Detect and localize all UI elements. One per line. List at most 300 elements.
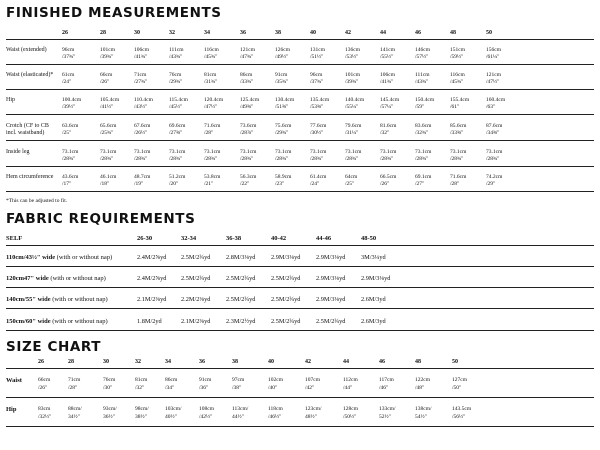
measurement-cm: 58.9cm [275, 174, 292, 180]
measurement-cm: 46.1cm [100, 174, 117, 180]
row-label: Hip [6, 97, 15, 103]
fabric-amount: 2.5M/2¾yd [271, 296, 301, 303]
measurement-cm: 83.6cm [415, 123, 432, 129]
row-label: Waist [6, 377, 22, 384]
row-divider [6, 397, 594, 398]
measurement-cm: 110.4cm [134, 97, 153, 103]
measurement-inch: /30½" [310, 130, 324, 136]
measurement-cm: 73.6cm [240, 123, 257, 129]
fabric-amount: 2.8M/3⅛yd [226, 254, 256, 261]
size-header: 28 [100, 30, 106, 36]
measurement-cm: 150.4cm [415, 97, 435, 103]
measurement-inch: /41¾" [134, 54, 148, 60]
measurement-cm: 73.1cm [169, 149, 186, 155]
size-header: 32 [169, 30, 175, 36]
measurement-cm: 61cm [62, 72, 75, 78]
measurement-inch: /17" [62, 181, 72, 187]
self-label: SELF [6, 235, 23, 242]
size-range-header: 48-50 [361, 235, 377, 242]
measurement-cm: 65.6cm [100, 123, 117, 129]
measurement-inch: /35¾" [275, 79, 289, 85]
measurement-cm: 56.3cm [240, 174, 257, 180]
size-header: 42 [345, 30, 351, 36]
size-header: 40 [268, 359, 274, 365]
measurement-inch: /36" [199, 385, 209, 391]
size-header: 44 [343, 359, 349, 365]
row-divider [6, 191, 594, 192]
measurement-inch: /44" [343, 385, 353, 391]
size-range-header: 40-42 [271, 235, 287, 242]
measurement-inch: /28¾" [134, 156, 148, 162]
measurement-inch: /48" [415, 385, 425, 391]
measurement-cm: 111cm [169, 47, 184, 53]
measurement-inch: /45¾" [450, 79, 464, 85]
measurement-cm: 121cm [486, 72, 501, 78]
nap-note: (with or without nap) [48, 275, 106, 282]
measurement-inch: /63" [486, 104, 496, 110]
measurement-inch: /55½" [380, 54, 394, 60]
measurement-cm: 73.1cm [204, 149, 221, 155]
size-header: 48 [450, 30, 456, 36]
row-divider [6, 89, 594, 90]
measurement-cm: 112cm [343, 377, 358, 383]
measurement-cm: 76cm [103, 377, 116, 383]
measurement-inch: /59" [415, 104, 425, 110]
measurement-inch: /40" [268, 385, 278, 391]
fabric-amount: 2.2M/2⅜yd [181, 296, 211, 303]
nap-note: (with or without nap) [50, 318, 108, 325]
fabric-width-label [6, 254, 112, 262]
measurement-cm: 73.1cm [345, 149, 362, 155]
measurement-inch: /34⅜" [486, 130, 500, 136]
row-divider [6, 114, 594, 115]
measurement-cm: 100.4cm [62, 97, 82, 103]
measurement-cm: 106cm [380, 72, 395, 78]
row-divider [6, 64, 594, 65]
size-range-header: 44-46 [316, 235, 332, 242]
fabric-amount: 3M/3¼yd [361, 254, 386, 261]
measurement-inch: /56½" [452, 414, 466, 420]
measurement-cm: 73.1cm [380, 149, 397, 155]
measurement-cm: 107cm [305, 377, 320, 383]
measurement-inch: 36½" [103, 414, 115, 420]
measurement-inch: /53½" [345, 54, 359, 60]
measurement-cm: 98cm/ [135, 406, 149, 412]
finished-measurements-title: FINISHED MEASUREMENTS [6, 5, 222, 21]
fabric-amount: 2.5M/2¾yd [316, 318, 346, 325]
measurement-cm: 66cm [100, 72, 113, 78]
row-divider [6, 266, 594, 267]
measurement-cm: 116cm [204, 47, 219, 53]
size-header: 34 [204, 30, 210, 36]
measurement-inch: /39¾" [345, 79, 359, 85]
measurement-inch: /27¾" [134, 79, 148, 85]
measurement-cm: 138cm/ [415, 406, 432, 412]
measurement-inch: /33¾" [240, 79, 254, 85]
measurement-inch: 44½" [232, 414, 244, 420]
size-header: 46 [415, 30, 421, 36]
size-range-header: 32-34 [181, 235, 197, 242]
fabric-amount: 2.5M/2¾yd [181, 254, 211, 261]
row-label: Hip [6, 406, 17, 413]
measurement-cm: 73.1cm [486, 149, 503, 155]
measurement-inch: /31¼" [345, 130, 359, 136]
measurement-inch: 48½" [305, 414, 317, 420]
measurement-inch: /42" [305, 385, 315, 391]
fabric-amount: 2.3M/2½yd [226, 318, 256, 325]
fabric-width-label [6, 275, 106, 283]
measurement-cm: 108cm [199, 406, 214, 412]
fabric-amount: 2.5M/2¾yd [226, 296, 256, 303]
measurement-cm: 73.1cm [275, 149, 292, 155]
measurement-inch: /55¼" [345, 104, 359, 110]
measurement-inch: /51⅜" [275, 104, 289, 110]
measurement-inch: /33⅝" [450, 130, 464, 136]
measurement-inch: /26½" [134, 130, 148, 136]
measurement-inch: /21" [204, 181, 214, 187]
size-header: 38 [232, 359, 238, 365]
measurement-inch: /25" [345, 181, 355, 187]
measurement-inch: /43½" [134, 104, 148, 110]
measurement-inch: /26" [100, 79, 110, 85]
fabric-amount: 2.9M/3⅛yd [316, 254, 346, 261]
row-divider [6, 308, 594, 309]
measurement-cm: 151cm [450, 47, 465, 53]
size-header: 28 [68, 359, 74, 365]
measurement-cm: 73.1cm [415, 149, 432, 155]
fabric-amount: 2.5M/2¾yd [181, 275, 211, 282]
row-label: incl. waistband) [6, 130, 45, 136]
measurement-inch: /50" [452, 385, 462, 391]
measurement-cm: 117cm [379, 377, 394, 383]
size-header: 50 [486, 30, 492, 36]
measurement-cm: 131cm [310, 47, 325, 53]
measurement-inch: /27⅜" [169, 130, 183, 136]
measurement-inch: /27" [415, 181, 425, 187]
measurement-cm: 102cm [268, 377, 283, 383]
size-range-header: 26-30 [137, 235, 153, 242]
measurement-cm: 77.6cm [310, 123, 327, 129]
size-header: 40 [310, 30, 316, 36]
measurement-cm: 48.7cm [134, 174, 151, 180]
measurement-inch: /32½" [38, 414, 52, 420]
measurement-cm: 160.4cm [486, 97, 506, 103]
measurement-cm: 105.4cm [100, 97, 120, 103]
fabric-amount: 2.5M/2¾yd [271, 275, 301, 282]
measurement-cm: 81.6cm [380, 123, 397, 129]
measurement-cm: 81cm [204, 72, 217, 78]
measurement-inch: /19" [134, 181, 144, 187]
measurement-cm: 155.4cm [450, 97, 470, 103]
measurement-inch: /22" [240, 181, 250, 187]
measurement-cm: 111cm [415, 72, 430, 78]
measurement-cm: 122cm [415, 377, 430, 383]
measurement-inch: /46" [379, 385, 389, 391]
fabric-amount: 2.6M/3yd [361, 318, 386, 325]
measurement-inch: /51½" [310, 54, 324, 60]
size-header: 36 [199, 359, 205, 365]
measurement-inch: /28¾" [240, 156, 254, 162]
nap-note: (with or without nap) [50, 296, 108, 303]
measurement-cm: 128cm [343, 406, 358, 412]
measurement-inch: /47½" [486, 79, 500, 85]
fabric-amount: 2.1M/2⅜yd [181, 318, 211, 325]
measurement-cm: 120.4cm [204, 97, 224, 103]
size-header: 50 [452, 359, 458, 365]
measurement-cm: 118cm [268, 406, 283, 412]
row-divider [6, 426, 594, 427]
measurement-inch: 34½" [68, 414, 80, 420]
measurement-inch: /59½" [450, 54, 464, 60]
measurement-cm: 61.4cm [310, 174, 327, 180]
row-divider [6, 140, 594, 141]
measurement-inch: /49½" [275, 54, 289, 60]
fabric-amount: 2.1M/2⅜yd [137, 296, 167, 303]
measurement-cm: 141cm [380, 47, 395, 53]
measurement-inch: /32" [380, 130, 390, 136]
measurement-inch: /28¾" [204, 156, 218, 162]
measurement-cm: 71.6cm [450, 174, 467, 180]
size-range-header: 36-38 [226, 235, 242, 242]
measurement-cm: 71cm [134, 72, 147, 78]
measurement-inch: /24" [62, 79, 72, 85]
measurement-inch: /53⅜" [310, 104, 324, 110]
measurement-cm: 73.1cm [62, 149, 79, 155]
size-header: 30 [134, 30, 140, 36]
measurement-inch: /28¾" [310, 156, 324, 162]
measurement-inch: /32¾" [415, 130, 429, 136]
measurement-inch: /37¾" [62, 54, 76, 60]
measurement-cm: 69.6cm [169, 123, 186, 129]
measurement-inch: 54½" [415, 414, 427, 420]
measurement-inch: /28" [68, 385, 78, 391]
measurement-inch: /28" [204, 130, 214, 136]
measurement-inch: /57½" [415, 54, 429, 60]
fabric-amount: 2.9M/3⅛yd [271, 254, 301, 261]
measurement-cm: 101cm [345, 72, 360, 78]
measurement-cm: 76cm [169, 72, 182, 78]
fabric-amount: 2.9M/3⅛yd [316, 296, 346, 303]
measurement-inch: /29" [486, 181, 496, 187]
measurement-inch: /23" [275, 181, 285, 187]
measurement-cm: 71.6cm [204, 123, 221, 129]
nap-note: (with or without nap) [55, 254, 113, 261]
measurement-inch: /46½" [268, 414, 282, 420]
measurement-cm: 73.1cm [240, 149, 257, 155]
measurement-cm: 64cm [345, 174, 358, 180]
size-header: 26 [62, 30, 68, 36]
measurement-cm: 85.6cm [450, 123, 467, 129]
measurement-cm: 130.4cm [275, 97, 295, 103]
measurement-cm: 53.8cm [204, 174, 221, 180]
row-divider [6, 330, 594, 331]
measurement-inch: /43¾" [169, 54, 183, 60]
measurement-inch: 40½" [165, 414, 177, 420]
fabric-amount: 2.4M/2⅝yd [137, 275, 167, 282]
measurement-inch: 52½" [379, 414, 391, 420]
measurement-inch: /18" [100, 181, 110, 187]
measurement-cm: 103cm/ [165, 406, 182, 412]
measurement-inch: /29¾" [275, 130, 289, 136]
measurement-cm: 79.6cm [345, 123, 362, 129]
measurement-inch: /28¾" [415, 156, 429, 162]
measurement-cm: 96cm [62, 47, 75, 53]
measurement-cm: 126cm [275, 47, 290, 53]
measurement-inch: /25¾" [100, 130, 114, 136]
measurement-inch: /45½" [169, 104, 183, 110]
measurement-inch: /28⅞" [240, 130, 254, 136]
row-label: Crotch (CF to CB [6, 123, 49, 129]
header-divider [6, 39, 594, 40]
measurement-cm: 86cm [165, 377, 178, 383]
fabric-width: 140cm/55" wide [6, 296, 51, 303]
size-header: 44 [380, 30, 386, 36]
measurement-cm: 73.1cm [310, 149, 327, 155]
measurement-inch: /49⅜" [240, 104, 254, 110]
measurement-inch: /25" [62, 130, 72, 136]
measurement-cm: 101cm [100, 47, 115, 53]
measurement-inch: /41¾" [380, 79, 394, 85]
measurement-cm: 91cm [275, 72, 288, 78]
measurement-cm: 73.1cm [134, 149, 151, 155]
fabric-amount: 2.4M/2⅝yd [137, 254, 167, 261]
fabric-amount: 2.5M/2¾yd [271, 318, 301, 325]
fabric-amount: 2.6M/3yd [361, 296, 386, 303]
measurement-cm: 123cm/ [305, 406, 322, 412]
measurement-cm: 71cm [68, 377, 81, 383]
measurement-cm: 146cm [415, 47, 430, 53]
measurement-inch: /20" [169, 181, 179, 187]
measurement-cm: 66cm [38, 377, 51, 383]
measurement-cm: 91cm [199, 377, 212, 383]
measurement-inch: /61¼" [486, 54, 500, 60]
header-divider [6, 368, 594, 369]
measurement-inch: /42½" [199, 414, 213, 420]
measurement-cm: 66.5cm [380, 174, 397, 180]
measurement-cm: 133cm/ [379, 406, 396, 412]
header-divider [6, 245, 594, 246]
measurement-cm: 113cm/ [232, 406, 249, 412]
measurement-inch: /31¾" [204, 79, 218, 85]
row-label: Inside leg [6, 149, 30, 155]
measurement-cm: 106cm [134, 47, 149, 53]
measurement-cm: 67.6cm [134, 123, 151, 129]
fabric-width: 150cm/60" wide [6, 318, 51, 325]
measurement-inch: /28¾" [345, 156, 359, 162]
measurement-inch: /34" [165, 385, 175, 391]
measurement-cm: 81cm [135, 377, 148, 383]
measurement-cm: 73.1cm [100, 149, 117, 155]
measurement-inch: /41½" [100, 104, 114, 110]
measurement-cm: 156cm [486, 47, 501, 53]
measurement-cm: 75.6cm [275, 123, 292, 129]
measurement-inch: /39¾" [100, 54, 114, 60]
row-divider [6, 166, 594, 167]
measurement-inch: /57¼" [380, 104, 394, 110]
fabric-width: 110cm/43½" wide [6, 254, 56, 261]
measurement-cm: 115.4cm [169, 97, 188, 103]
measurement-cm: 143.5cm [452, 406, 472, 412]
measurement-inch: /28¾" [486, 156, 500, 162]
measurement-cm: 73.1cm [450, 149, 467, 155]
size-header: 30 [103, 359, 109, 365]
measurement-inch: /32" [135, 385, 145, 391]
measurement-inch: /26" [38, 385, 48, 391]
size-header: 32 [135, 359, 141, 365]
measurement-inch: /39½" [62, 104, 76, 110]
size-header: 42 [305, 359, 311, 365]
measurement-inch: /50½" [343, 414, 357, 420]
measurement-inch: /28¾" [100, 156, 114, 162]
measurement-cm: 136cm [345, 47, 360, 53]
measurement-cm: 74.2cm [486, 174, 503, 180]
fabric-width-label [6, 296, 108, 304]
measurement-cm: 140.4cm [345, 97, 365, 103]
measurement-inch: 38½" [135, 414, 147, 420]
measurement-inch: /24" [310, 181, 320, 187]
fabric-amount: 2.9M/3⅛yd [316, 275, 346, 282]
fabric-amount: 2.5M/2¾yd [226, 275, 256, 282]
row-label: Hem circumference [6, 174, 54, 180]
measurement-cm: 93cm/ [103, 406, 117, 412]
measurement-cm: 127cm [452, 377, 467, 383]
size-header: 46 [379, 359, 385, 365]
measurement-inch: /28¾" [62, 156, 76, 162]
measurement-cm: 116cm [450, 72, 465, 78]
measurement-inch: /28" [450, 181, 460, 187]
fabric-amount: 1.8M/2yd [137, 318, 162, 325]
size-header: 36 [240, 30, 246, 36]
row-label: Waist (extended) [6, 47, 47, 53]
fabric-width-label [6, 318, 108, 326]
measurement-inch: /28¾" [380, 156, 394, 162]
measurement-cm: 97cm [232, 377, 245, 383]
fabric-width: 120cm47" wide [6, 275, 49, 282]
measurement-inch: /47½" [204, 104, 218, 110]
size-header: 48 [415, 359, 421, 365]
measurement-cm: 86cm [240, 72, 253, 78]
size-header: 26 [38, 359, 44, 365]
footnote: *This can be adjusted to fit. [6, 198, 68, 204]
measurement-inch: /28¾" [169, 156, 183, 162]
measurement-cm: 83cm [38, 406, 51, 412]
measurement-inch: /47¾" [240, 54, 254, 60]
measurement-cm: 63.6cm [62, 123, 79, 129]
measurement-cm: 125.4cm [240, 97, 260, 103]
measurement-inch: /26" [380, 181, 390, 187]
measurement-inch: /45¾" [204, 54, 218, 60]
measurement-inch: /37¾" [310, 79, 324, 85]
measurement-cm: 121cm [240, 47, 255, 53]
measurement-cm: 88cm/ [68, 406, 82, 412]
row-label: Waist (elasticated)* [6, 72, 54, 78]
measurement-cm: 43.6cm [62, 174, 79, 180]
measurement-cm: 51.2cm [169, 174, 186, 180]
measurement-cm: 96cm [310, 72, 323, 78]
measurement-inch: /28¾" [450, 156, 464, 162]
measurement-inch: /38" [232, 385, 242, 391]
fabric-amount: 2.9M/3⅛yd [361, 275, 391, 282]
measurement-cm: 69.1cm [415, 174, 432, 180]
measurement-cm: 145.4cm [380, 97, 400, 103]
measurement-inch: /61" [450, 104, 460, 110]
measurement-cm: 135.4cm [310, 97, 330, 103]
row-divider [6, 287, 594, 288]
measurement-inch: /30" [103, 385, 113, 391]
size-chart-title: SIZE CHART [6, 339, 102, 355]
size-header: 38 [275, 30, 281, 36]
measurement-inch: /29¾" [169, 79, 183, 85]
